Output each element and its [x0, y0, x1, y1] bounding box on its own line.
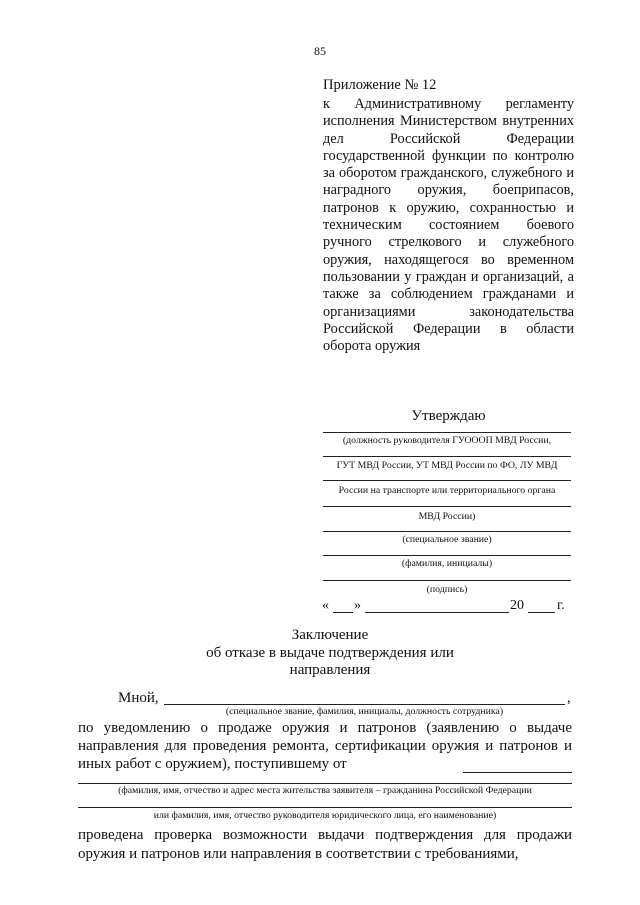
rank-caption: (специальное звание) — [402, 534, 492, 545]
approval-date — [320, 598, 572, 616]
applicant-caption-2: или фамилия, имя, отчество руководителя юридического лица, его наименование) — [153, 810, 497, 821]
applicant-line-2 — [78, 807, 572, 808]
officer-label: Мной, — [118, 690, 159, 706]
appendix-title: Приложение № 12 — [323, 77, 437, 93]
position-line — [323, 432, 571, 433]
date-year-field — [528, 598, 555, 613]
position-line — [323, 456, 571, 457]
rank-line — [323, 531, 571, 532]
conclusion-title-line-1: Заключение — [291, 627, 369, 643]
signature-caption: (подпись) — [426, 584, 468, 595]
appendix-text: к Административному регламенту исполнения Министерством внутренних дел Российской Федерации государственной функции по контролю за оборотом гражданского, служебного и наградного оружия, боеприпасов, патронов к оружию, сохранностью и техническим состоянием боевого ручного стрелкового и служебного оружия, находящегося во временном пользовании у граждан и организаций, а также за соблюдением гражданами и организациями законодательства Российской Федерации в области оборота оружия — [323, 96, 574, 355]
name-line — [323, 555, 571, 556]
position-caption-2: ГУТ МВД России, УТ МВД России по ФО, ЛУ МВД — [336, 460, 558, 471]
applicant-caption-1: (фамилия, имя, отчество и адрес места жительства заявителя – гражданина Российской Федерации — [118, 785, 532, 796]
date-open-quote: « — [322, 598, 329, 613]
position-line — [323, 506, 571, 507]
page-number: 85 — [314, 44, 326, 58]
name-caption: (фамилия, инициалы) — [401, 558, 493, 569]
date-suffix: г. — [557, 598, 565, 613]
conclusion-title — [190, 627, 470, 680]
date-close-quote: » — [354, 598, 361, 613]
applicant-from-field — [463, 772, 572, 773]
notification-paragraph: по уведомлению о продаже оружия и патронов (заявлению о выдаче направления для проведения ремонта, сертификации оружия и патронов и иных работ с оружием), поступившему от — [78, 720, 572, 772]
position-caption-1: (должность руководителя ГУОООП МВД России, — [342, 435, 552, 446]
officer-caption: (специальное звание, фамилия, инициалы, должность сотрудника) — [225, 706, 504, 717]
applicant-line — [78, 783, 572, 784]
approval-title: Утверждаю — [411, 408, 486, 424]
officer-field — [164, 704, 565, 705]
position-line — [323, 480, 571, 481]
verification-paragraph: проведена проверка возможности выдачи подтверждения для продажи оружия и патронов или направления в соответствии с требованиями, — [78, 827, 572, 862]
date-day-field — [333, 598, 353, 613]
signature-line — [323, 580, 571, 581]
date-month-field — [365, 598, 509, 613]
position-caption-4: МВД России) — [418, 511, 476, 522]
conclusion-title-line-3: направления — [289, 662, 371, 678]
officer-comma: , — [567, 690, 571, 706]
conclusion-title-line-2: об отказе в выдаче подтверждения или — [206, 644, 454, 661]
date-year-prefix: 20 — [510, 598, 524, 613]
position-caption-3: России на транспорте или территориального органа — [338, 485, 556, 496]
